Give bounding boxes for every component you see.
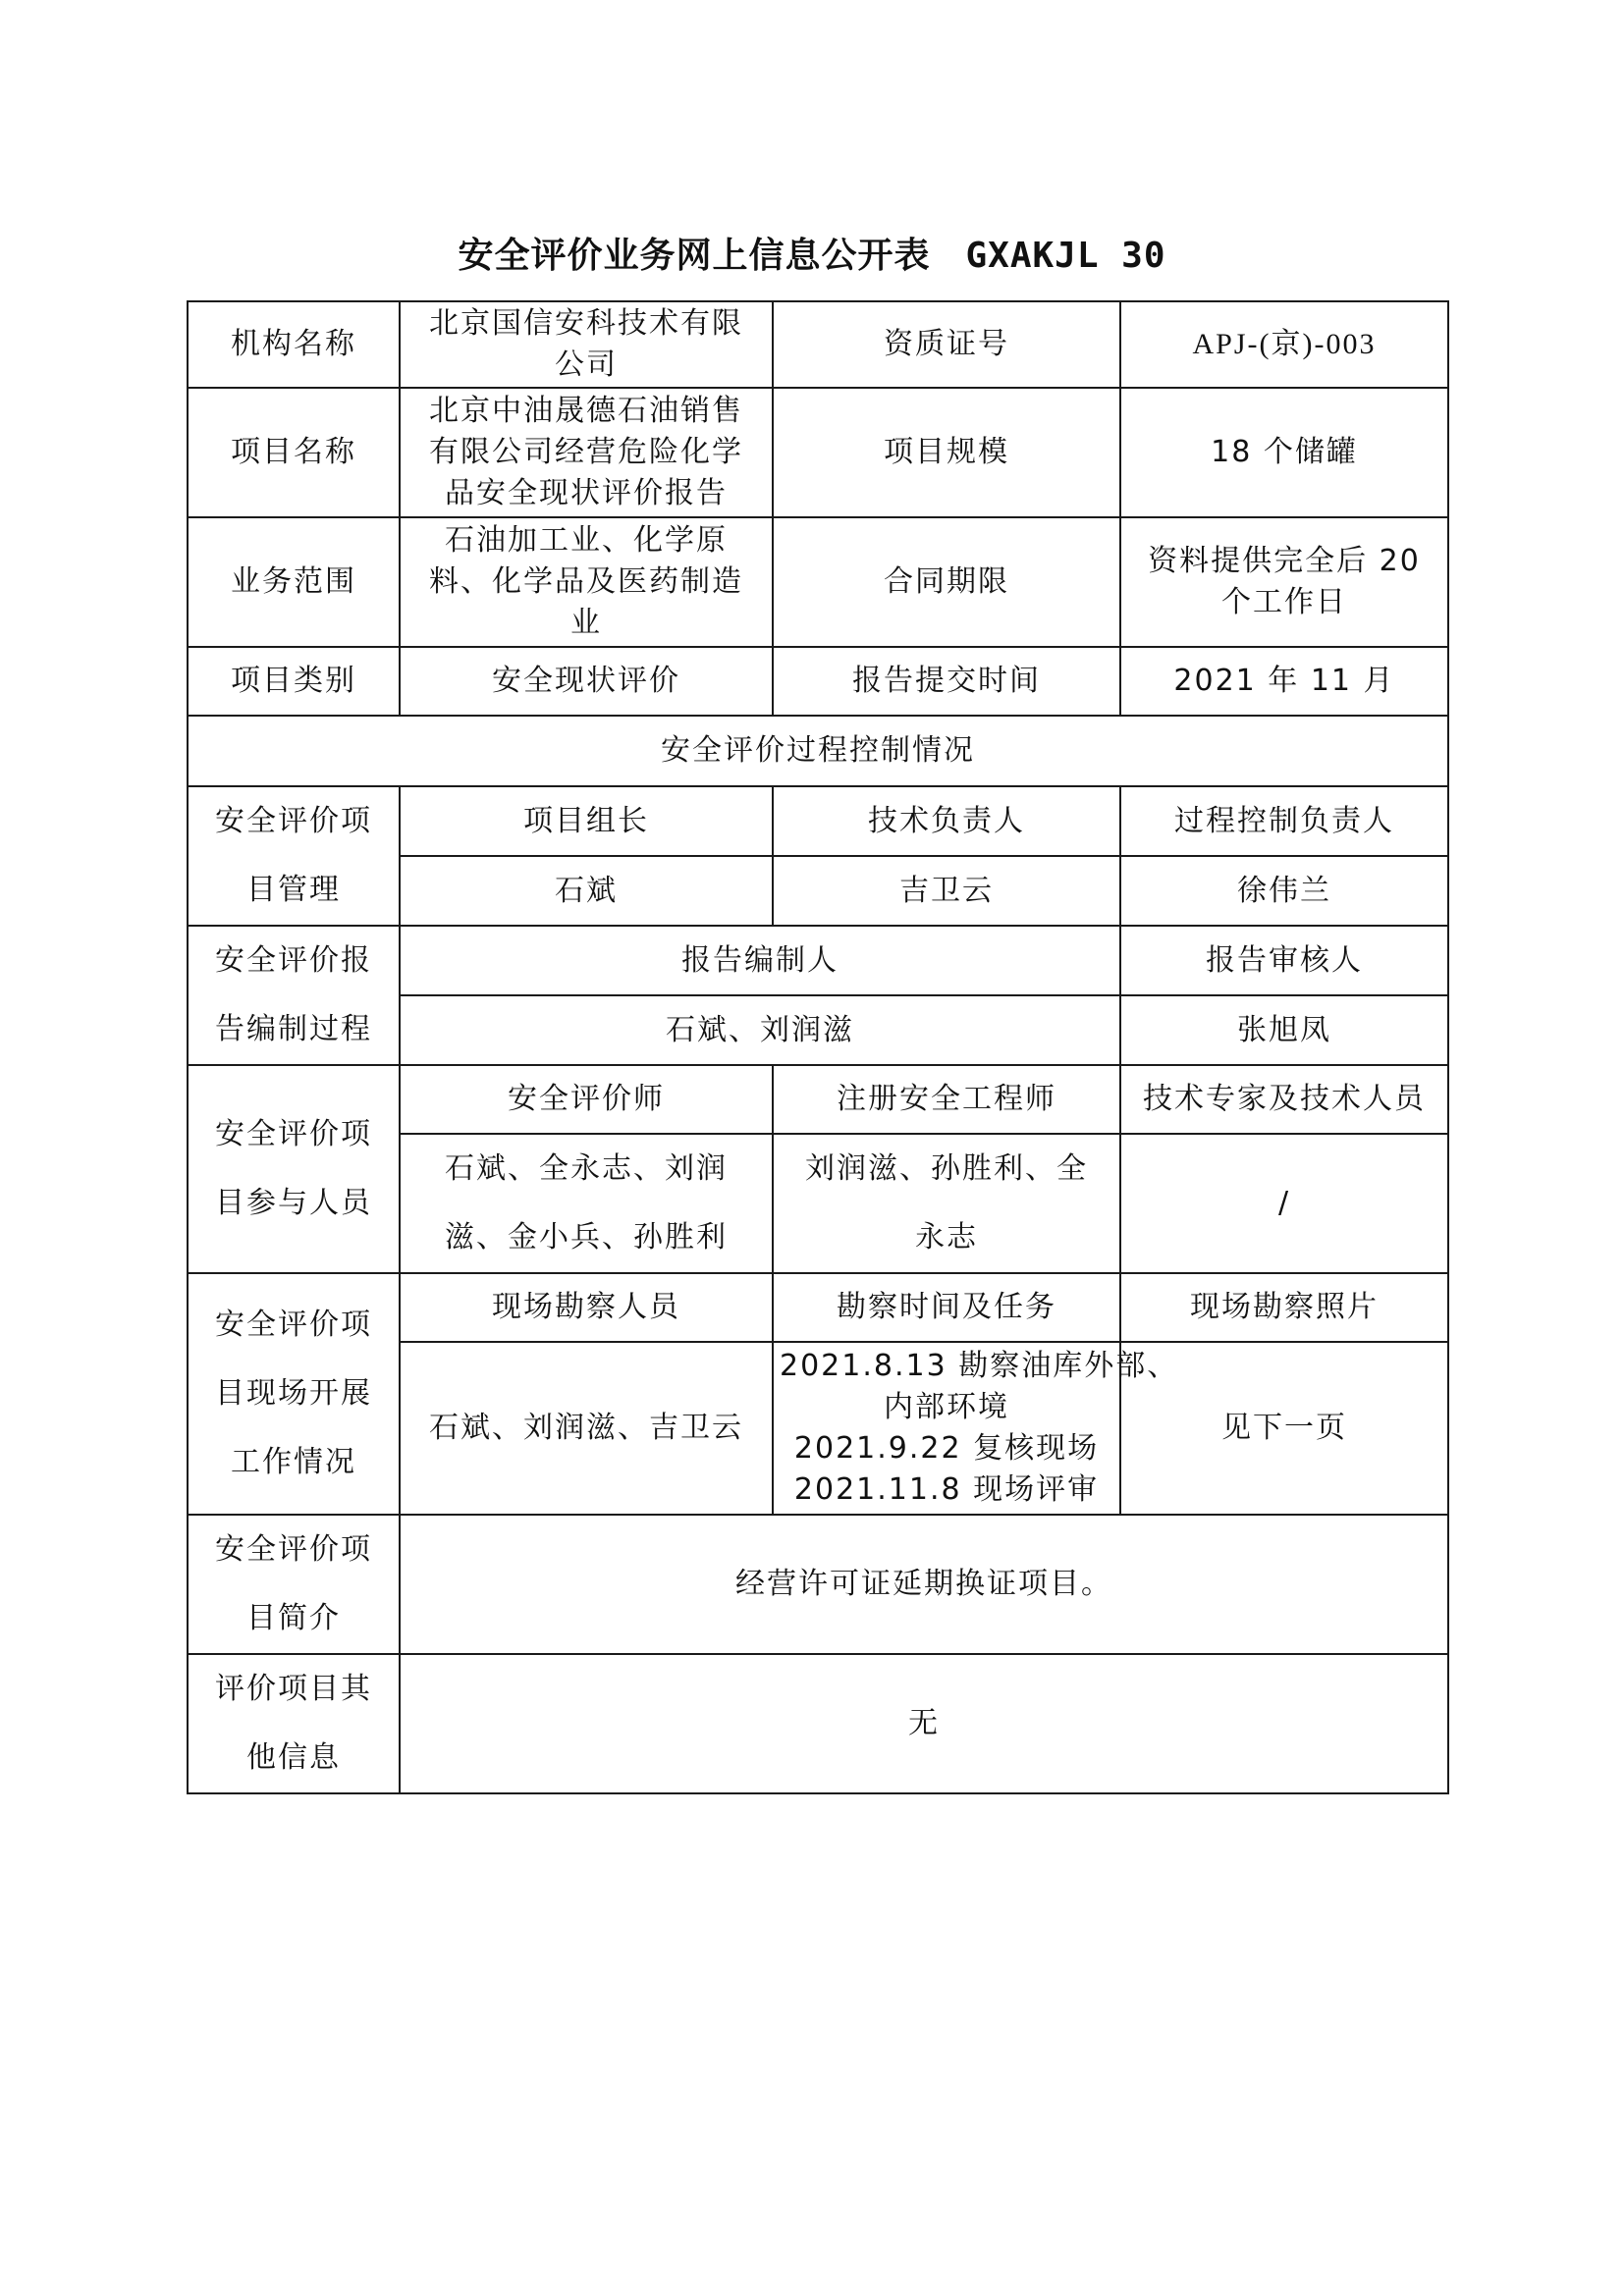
other-label (188, 1654, 400, 1793)
participants-label (188, 1065, 400, 1273)
row-project (188, 388, 1448, 517)
reviewer-header: 报告审核人 (1120, 926, 1448, 995)
tasks-header: 勘察时间及任务 (773, 1273, 1120, 1342)
other-label-line: 他信息 (246, 1740, 341, 1775)
evaluators-line: 滋、金小兵、孙胜利 (445, 1220, 728, 1255)
tech-lead-header: 技术负责人 (773, 786, 1120, 856)
row-category (188, 647, 1448, 716)
intro-label-line: 安全评价项 (215, 1532, 372, 1567)
tech-lead-value: 吉卫云 (773, 856, 1120, 926)
compiler-value: 石斌、刘润滋 (400, 995, 1120, 1065)
row-site-headers (188, 1273, 1448, 1342)
report-label (188, 926, 400, 1065)
intro-value: 经营许可证延期换证项目。 (400, 1515, 1448, 1654)
submit-time-value: 2021 年 11 月 (1120, 647, 1448, 716)
row-process-header (188, 716, 1448, 786)
compiler-header: 报告编制人 (400, 926, 1120, 995)
process-lead-value: 徐伟兰 (1120, 856, 1448, 926)
contract-label: 合同期限 (773, 517, 1120, 647)
row-report-headers (188, 926, 1448, 995)
org-label: 机构名称 (188, 301, 400, 388)
row-participants-headers (188, 1065, 1448, 1134)
site-label-line: 目现场开展 (215, 1376, 372, 1411)
site-label (188, 1273, 400, 1515)
scope-label: 业务范围 (188, 517, 400, 647)
project-value-line: 有限公司经营危险化学 (429, 435, 743, 469)
photos-value: 见下一页 (1120, 1342, 1448, 1515)
scope-value-line: 业 (570, 606, 602, 640)
task-line: 2021.9.22 复核现场 (793, 1431, 1100, 1466)
row-management-headers (188, 786, 1448, 856)
tasks-value (773, 1342, 1179, 1515)
submit-time-label: 报告提交时间 (773, 647, 1120, 716)
surveyors-value: 石斌、刘润滋、吉卫云 (400, 1342, 773, 1515)
row-scope (188, 517, 1448, 647)
scope-value (400, 517, 773, 647)
cert-label: 资质证号 (773, 301, 1120, 388)
site-label-line: 工作情况 (231, 1445, 356, 1479)
engineers-line: 永志 (915, 1220, 978, 1255)
management-label-line: 目管理 (246, 873, 341, 907)
process-header: 安全评价过程控制情况 (188, 716, 1448, 786)
task-line: 内部环境 (884, 1390, 1009, 1424)
project-label: 项目名称 (188, 388, 400, 517)
project-value-line: 北京中油晟德石油销售 (429, 394, 743, 428)
evaluators-line: 石斌、全永志、刘润 (445, 1151, 728, 1186)
management-label (188, 786, 400, 926)
engineers-value (773, 1134, 1120, 1273)
project-value-line: 品安全现状评价报告 (445, 476, 728, 510)
scale-label: 项目规模 (773, 388, 1120, 517)
org-value (400, 301, 773, 388)
participants-label-line: 目参与人员 (215, 1186, 372, 1220)
reviewer-value: 张旭凤 (1120, 995, 1448, 1065)
contract-value (1120, 517, 1448, 647)
scope-value-line: 石油加工业、化学原 (445, 523, 728, 558)
leader-header: 项目组长 (400, 786, 773, 856)
management-label-line: 安全评价项 (215, 804, 372, 838)
task-line: 2021.8.13 勘察油库外部、 (780, 1349, 1179, 1383)
report-label-line: 告编制过程 (215, 1012, 372, 1046)
contract-value-line: 资料提供完全后 20 (1148, 544, 1421, 578)
report-label-line: 安全评价报 (215, 943, 372, 978)
category-value: 安全现状评价 (400, 647, 773, 716)
leader-value: 石斌 (400, 856, 773, 926)
other-label-line: 评价项目其 (215, 1672, 372, 1706)
form-code: GXAKJL 30 (965, 236, 1166, 276)
cert-value: APJ-(京)-003 (1120, 301, 1448, 388)
engineers-header: 注册安全工程师 (773, 1065, 1120, 1134)
scale-value: 18 个储罐 (1120, 388, 1448, 517)
evaluators-header: 安全评价师 (400, 1065, 773, 1134)
title-main: 安全评价业务网上信息公开表 (458, 236, 931, 276)
project-value (400, 388, 773, 517)
row-intro (188, 1515, 1448, 1654)
scope-value-line: 料、化学品及医药制造 (429, 564, 743, 599)
participants-label-line: 安全评价项 (215, 1117, 372, 1151)
photos-header: 现场勘察照片 (1120, 1273, 1448, 1342)
site-label-line: 安全评价项 (215, 1308, 372, 1342)
task-line: 2021.11.8 现场评审 (793, 1472, 1100, 1507)
other-value: 无 (400, 1654, 1448, 1793)
page-title (0, 228, 1624, 278)
intro-label-line: 目简介 (246, 1601, 341, 1635)
intro-label (188, 1515, 400, 1654)
row-org (188, 301, 1448, 388)
experts-header: 技术专家及技术人员 (1120, 1065, 1448, 1134)
category-label: 项目类别 (188, 647, 400, 716)
evaluators-value (400, 1134, 773, 1273)
process-lead-header: 过程控制负责人 (1120, 786, 1448, 856)
experts-value: / (1120, 1134, 1448, 1273)
engineers-line: 刘润滋、孙胜利、全 (805, 1151, 1088, 1186)
org-value-line: 公司 (555, 347, 618, 382)
org-value-line: 北京国信安科技术有限 (429, 306, 743, 341)
info-table (187, 300, 1449, 1794)
contract-value-line: 个工作日 (1221, 585, 1347, 619)
surveyors-header: 现场勘察人员 (400, 1273, 773, 1342)
row-other (188, 1654, 1448, 1793)
